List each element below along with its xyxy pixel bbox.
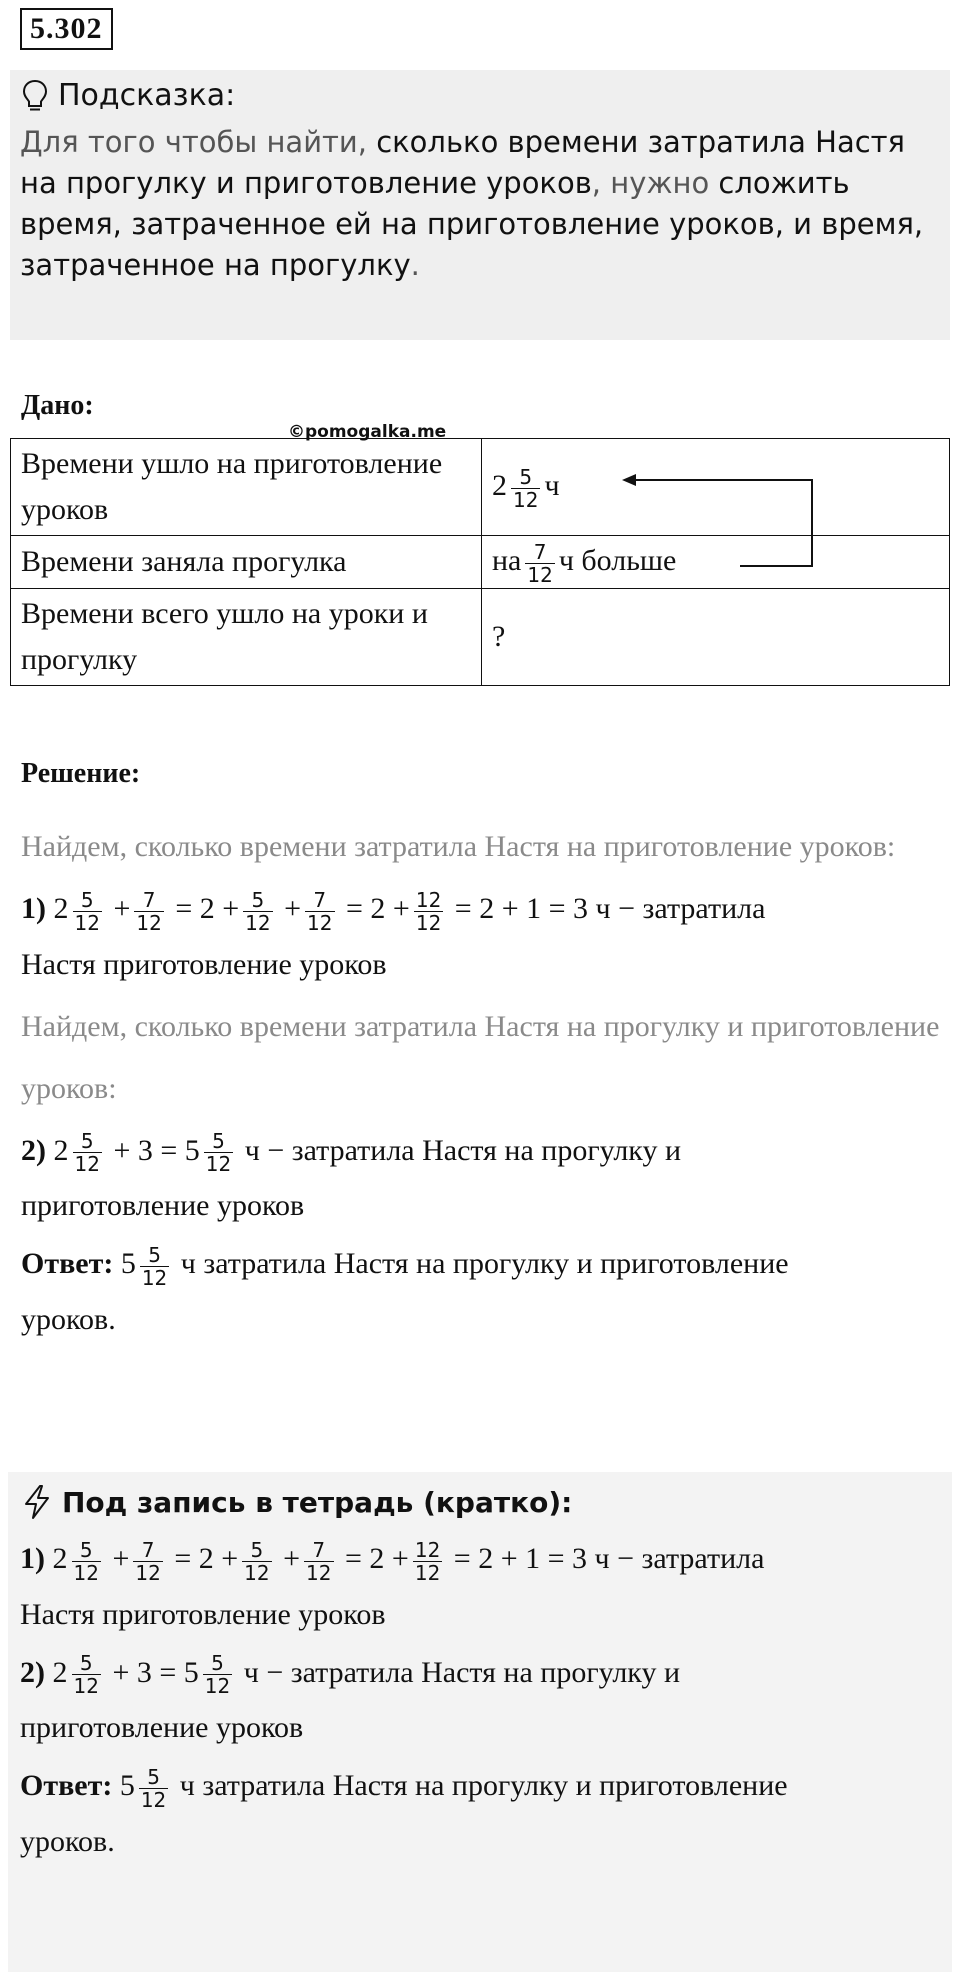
hint-header <box>22 78 235 113</box>
given-label: Времени ушло на приготовление уроков <box>11 439 482 536</box>
solution-title: Решение: <box>21 758 141 789</box>
hint-box <box>10 70 950 340</box>
given-title: Дано: <box>21 390 94 421</box>
brief-answer-tail: уроков. <box>20 1824 115 1858</box>
brief-title: Под запись в тетрадь (кратко): <box>62 1485 573 1519</box>
step1-intro: Найдем, сколько времени затратила Настя на приготовление уроков: <box>21 830 896 863</box>
brief-answer-line: Ответ: 5 $\frac{5}{12}$ ч затратила Настя на прогулку и приготовление <box>20 1764 788 1812</box>
step1-equation: 1) 2 $\frac{5}{12}$ + $\frac{7}{12}$ = 2 + $\frac{5}{12}$ + $\frac{7}{12}$ = 2 + $\frac{12}{12}$ = 2 + 1 = 3 ч − затратила <box>21 887 766 935</box>
given-label: Времени заняла прогулка <box>11 536 482 589</box>
solution-body <box>21 816 946 1343</box>
brief-step1-equation: 1) 2 $\frac{5}{12}$ + $\frac{7}{12}$ = 2 + $\frac{5}{12}$ + $\frac{7}{12}$ = 2 + $\frac{12}{12}$ = 2 + 1 = 3 ч − затратила <box>20 1537 765 1585</box>
problem-number: 5.302 <box>20 8 113 50</box>
step2-tail: приготовление уроков <box>21 1189 305 1223</box>
brief-step2-equation: 2) 2 $\frac{5}{12}$ + 3 = 5 $\frac{5}{12}$ ч − затратила Настя на прогулку и <box>20 1651 681 1699</box>
given-label: Времени всего ушло на уроки и прогулку <box>11 588 482 685</box>
step1-tail: Настя приготовление уроков <box>21 947 387 981</box>
hint-title: Подсказка: <box>58 78 236 113</box>
fraction: $\frac{7}{12}$ <box>527 539 553 587</box>
given-value: ? <box>482 588 950 685</box>
lightning-icon <box>22 1484 52 1520</box>
step2-equation: 2) 2 $\frac{5}{12}$ + 3 = 5 $\frac{5}{12}$ ч − затратила Настя на прогулку и <box>21 1129 682 1177</box>
table-row <box>11 588 950 685</box>
hint-text: Для того чтобы найти, сколько времени затратила Настя на прогулку и приготовление уроков, нужно сложить время, затраченное ей на приготовление уроков, и время, затраченное на прогулку. <box>20 125 924 282</box>
brief-box <box>8 1472 952 1972</box>
lightbulb-icon <box>22 79 48 113</box>
given-value: на $\frac{7}{12}$ ч больше <box>482 536 950 589</box>
given-value: 2 $\frac{5}{12}$ ч <box>482 439 950 536</box>
brief-body <box>20 1536 945 1865</box>
brief-step2-tail: приготовление уроков <box>20 1711 304 1745</box>
answer-tail: уроков. <box>21 1302 116 1336</box>
watermark: ©pomogalka.me <box>288 422 447 442</box>
relation-arrow-icon <box>620 468 820 578</box>
brief-header <box>22 1484 572 1520</box>
brief-step1-tail: Настя приготовление уроков <box>20 1597 386 1631</box>
answer-line: Ответ: 5 $\frac{5}{12}$ ч затратила Настя на прогулку и приготовление <box>21 1242 789 1290</box>
step2-intro: Найдем, сколько времени затратила Настя на прогулку и приготовление уроков: <box>21 1009 940 1105</box>
fraction: $\frac{5}{12}$ <box>513 464 539 512</box>
